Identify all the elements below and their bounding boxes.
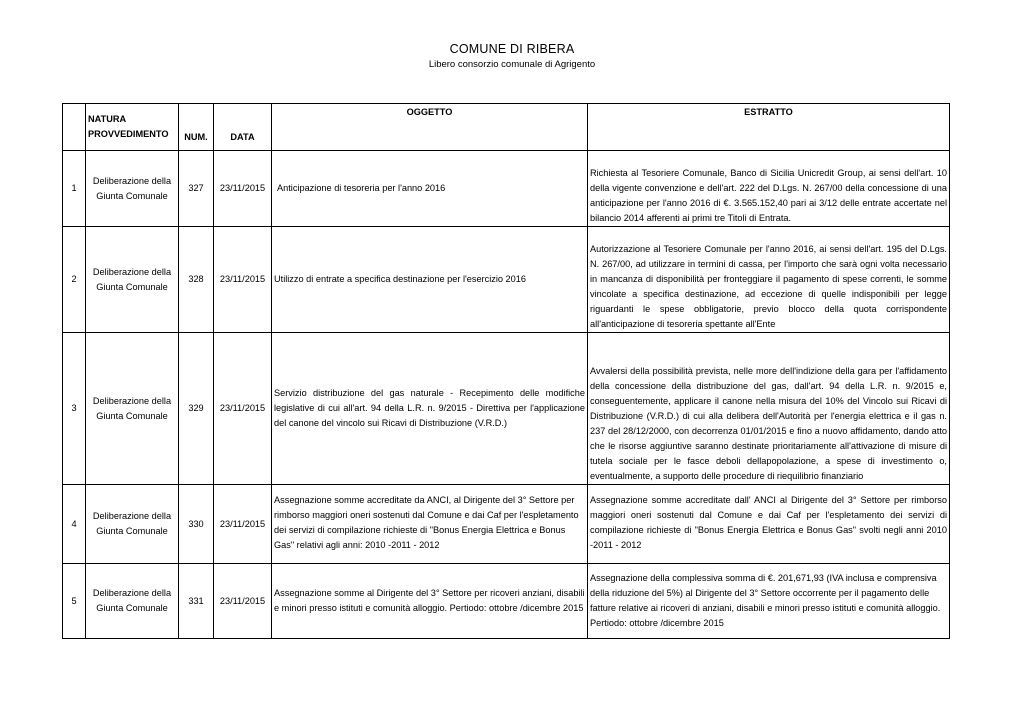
row-oggetto: Assegnazione somme al Dirigente del 3° Settore per ricoveri anziani, disabili e minori presso istituti e comunità alloggio. Pertiodo: ottobre /dicembre 2015 [272, 564, 588, 639]
row-natura-line2: Giunta Comunale [96, 190, 168, 201]
header-natura-line2: PROVVEDIMENTO [88, 129, 169, 139]
page-title: COMUNE DI RIBERA [449, 42, 575, 56]
row-natura-line1: Deliberazione della [92, 395, 172, 406]
table-row [63, 564, 950, 639]
provvedimenti-table [62, 103, 950, 639]
row-data: 23/11/2015 [214, 564, 272, 639]
row-natura-line1: Deliberazione della [92, 588, 172, 598]
header-natura [86, 104, 179, 151]
row-num: 330 [179, 485, 214, 564]
row-oggetto: Anticipazione di tesoreria per l'anno 2016 [272, 151, 588, 227]
page-subtitle: Libero consorzio comunale di Agrigento [428, 59, 596, 70]
row-estratto: Assegnazione della complessiva somma di €. 201,671,93 (IVA inclusa e comprensiva della riduzione del 5%) al Dirigente del 3° Settore occorrente per il pagamento delle fatture relative ai ricoveri di anziani, disabili e minori presso istituti e comunità alloggio. Pertiodo: ottobre /dicembre 2015 [588, 564, 950, 639]
header-num: NUM. [179, 104, 214, 151]
row-data: 23/11/2015 [214, 151, 272, 227]
row-natura [86, 151, 179, 227]
header-oggetto: OGGETTO [272, 104, 588, 151]
row-natura [86, 564, 179, 639]
row-natura [86, 333, 179, 485]
header-data: DATA [214, 104, 272, 151]
row-num: 329 [179, 333, 214, 485]
row-index: 5 [63, 564, 86, 639]
row-estratto: Autorizzazione al Tesoriere Comunale per l'anno 2016, ai sensi dell'art. 195 del D.Lgs. N. 267/00, ad utilizzare in termini di cassa, per l'importo che sarà ogni volta necessario in mancanza di disponibilità per fronteggiare il pagamento di spese correnti, le somme vincolate a specifica destinazione, ad eccezione di quelle indisponibili per legge riguardanti le spese obbligatorie, previo blocco della quota corrispondente all'anticipazione di tesoreria spettante all'Ente [588, 227, 950, 333]
row-natura [86, 485, 179, 564]
row-natura [86, 227, 179, 333]
row-data: 23/11/2015 [214, 227, 272, 333]
row-num: 327 [179, 151, 214, 227]
header-natura-line1: NATURA [88, 114, 127, 124]
row-natura-line2: Giunta Comunale [96, 410, 168, 421]
row-index: 4 [63, 485, 86, 564]
row-natura-line1: Deliberazione della [92, 175, 172, 186]
row-natura-line1: Deliberazione della [92, 511, 172, 521]
row-index: 2 [63, 227, 86, 333]
header-index-cell [63, 104, 86, 151]
row-data: 23/11/2015 [214, 333, 272, 485]
row-index: 3 [63, 333, 86, 485]
table-row [63, 151, 950, 227]
row-natura-line2: Giunta Comunale [96, 526, 168, 536]
row-num: 331 [179, 564, 214, 639]
table-row [63, 333, 950, 485]
row-estratto: Avvalersi della possibilità prevista, nelle more dell'indizione della gara per l'affidamento della concessione della distribuzione del gas, dall'art. 94 della L.R. n. 9/2015 e, conseguentemente, applicare il canone nella misura del 10% del Vincolo sui Ricavi di Distribuzione (V.R.D.) di cui alla delibera dell'Autorità per l'energia elettrica e il gas n. 237 del 28/12/2000, con decorrenza 01/01/2015 e fino a nuovo affidamento, dando atto che le risorse aggiuntive saranno destinate prioritariamente all'attivazione di misure di tutela sociale per le fasce deboli dellapopolazione, a spese di investimento o, eventualmente, a supporto delle procedure di riequilibrio finanziario [588, 333, 950, 485]
row-num: 328 [179, 227, 214, 333]
table-row [63, 485, 950, 564]
row-natura-line1: Deliberazione della [92, 266, 172, 277]
row-index: 1 [63, 151, 86, 227]
header-estratto: ESTRATTO [588, 104, 950, 151]
table-row [63, 227, 950, 333]
row-natura-line2: Giunta Comunale [96, 603, 168, 613]
row-data: 23/11/2015 [214, 485, 272, 564]
table-header-row [63, 104, 950, 151]
row-natura-line2: Giunta Comunale [96, 281, 168, 292]
row-oggetto: Utilizzo di entrate a specifica destinazione per l'esercizio 2016 [272, 227, 588, 333]
row-oggetto: Assegnazione somme accreditate da ANCI, al Dirigente del 3° Settore per rimborso maggiori oneri sostenuti dal Comune e dai Caf per l'espletamento dei servizi di compilazione richieste di "Bonus Energia Elettrica e Bonus Gas" relativi agli anni: 2010 -2011 - 2012 [272, 485, 588, 564]
row-estratto: Assegnazione somme accreditate dall' ANCI al Dirigente del 3° Settore per rimborso maggiori oneri sostenuti dal Comune e dai Caf per l'espletamento dei servizi di compilazione richieste di "Bonus Energia Elettrica e Bonus Gas" svolti negli anni 2010 -2011 - 2012 [588, 485, 950, 564]
row-oggetto: Servizio distribuzione del gas naturale - Recepimento delle modifiche legislative di cui all'art. 94 della L.R. n. 9/2015 - Direttiva per l'applicazione del canone del vincolo sui Ricavi di Distribuzione (V.R.D.) [272, 333, 588, 485]
row-estratto: Richiesta al Tesoriere Comunale, Banco di Sicilia Unicredit Group, ai sensi dell'art. 10 della vigente convenzione e dell'art. 222 del D.Lgs. N. 267/00 della concessione di una anticipazione per l'anno 2016 di €. 3.565.152,40 pari ai 3/12 delle entrate accertate nel bilancio 2014 afferenti ai primi tre Titoli di Entrata. [588, 151, 950, 227]
